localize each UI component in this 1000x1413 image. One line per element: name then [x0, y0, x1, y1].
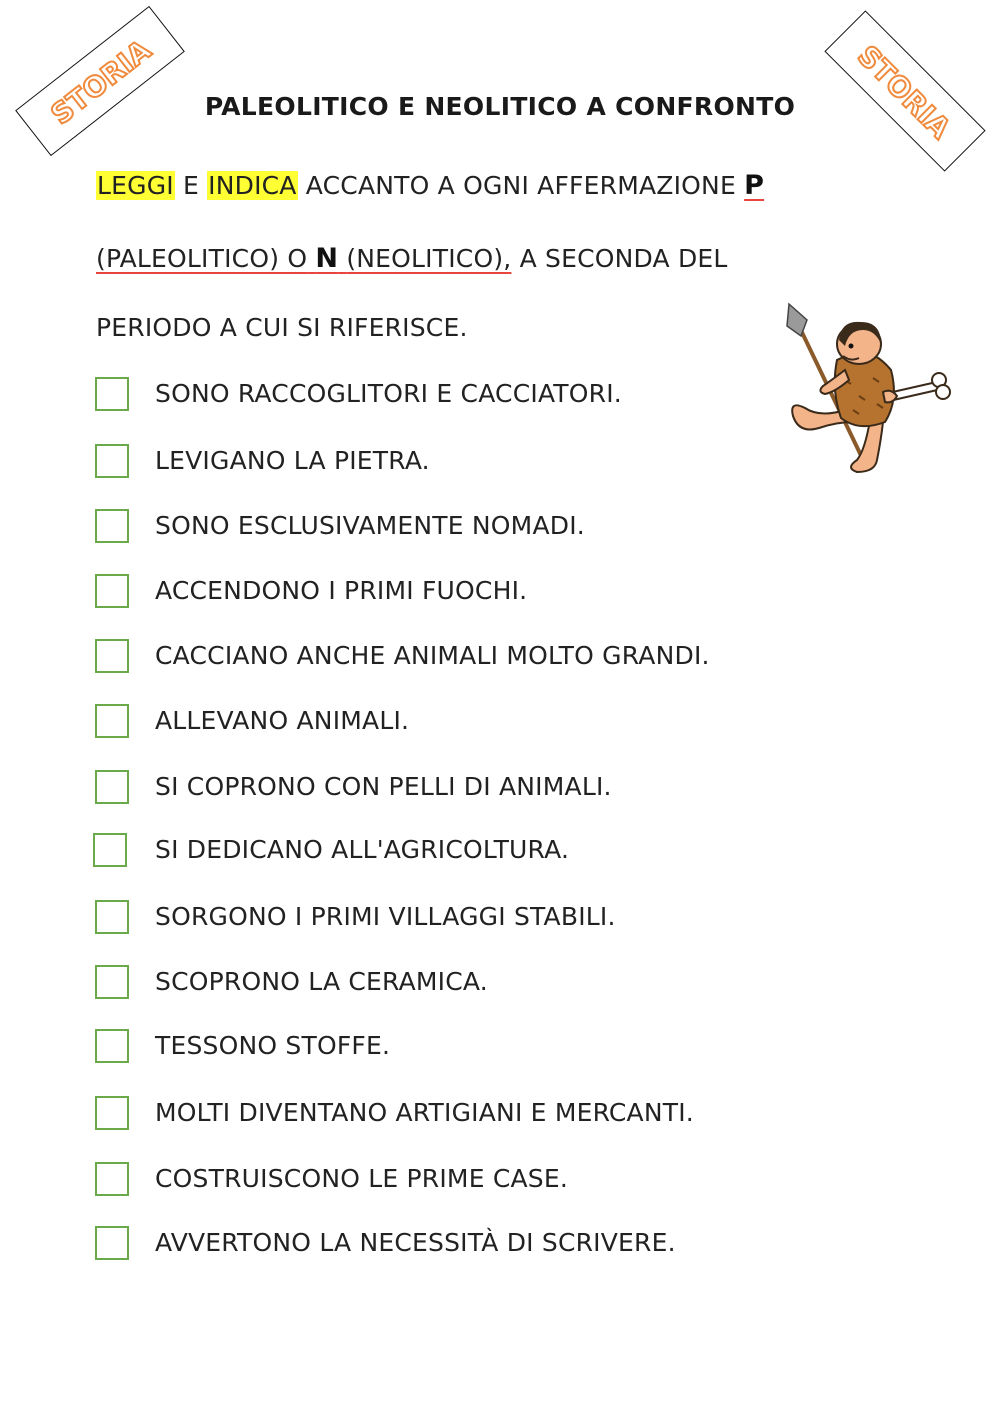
answer-checkbox[interactable] — [95, 509, 129, 543]
instruction-conj: E — [183, 171, 199, 200]
instruction-text-2: A SECONDA DEL — [519, 244, 728, 273]
list-item — [0, 1162, 1000, 1202]
answer-checkbox[interactable] — [95, 900, 129, 934]
answer-checkbox[interactable] — [95, 704, 129, 738]
answer-checkbox[interactable] — [95, 377, 129, 411]
answer-checkbox[interactable] — [95, 770, 129, 804]
list-item — [0, 1029, 1000, 1069]
paleo-label: (PALEOLITICO) O — [96, 244, 308, 273]
statement-text: SCOPRONO LA CERAMICA. — [155, 967, 488, 996]
answer-checkbox[interactable] — [95, 444, 129, 478]
list-item — [0, 965, 1000, 1005]
answer-checkbox[interactable] — [95, 1096, 129, 1130]
instruction-line-2 — [96, 243, 728, 274]
list-item — [0, 509, 1000, 549]
list-item — [0, 1226, 1000, 1266]
statement-text: CACCIANO ANCHE ANIMALI MOLTO GRANDI. — [155, 641, 710, 670]
instruction-line-1 — [96, 170, 764, 201]
statement-text: SONO RACCOGLITORI E CACCIATORI. — [155, 379, 622, 408]
statement-text: COSTRUISCONO LE PRIME CASE. — [155, 1164, 569, 1193]
answer-checkbox[interactable] — [95, 1029, 129, 1063]
list-item — [0, 900, 1000, 940]
statement-text: SONO ESCLUSIVAMENTE NOMADI. — [155, 511, 585, 540]
list-item — [0, 639, 1000, 679]
statement-text: AVVERTONO LA NECESSITÀ DI SCRIVERE. — [155, 1228, 676, 1257]
list-item — [0, 574, 1000, 614]
letter-n: N — [315, 243, 339, 274]
highlight-leggi: LEGGI — [97, 171, 174, 200]
statement-text: ALLEVANO ANIMALI. — [155, 706, 410, 735]
statement-text: MOLTI DIVENTANO ARTIGIANI E MERCANTI. — [155, 1098, 694, 1127]
stamp-label: STORIA — [851, 39, 957, 145]
stamp-label: STORIA — [44, 33, 158, 132]
statement-text: LEVIGANO LA PIETRA. — [155, 446, 430, 475]
storia-stamp-right — [824, 10, 985, 171]
answer-checkbox[interactable] — [95, 1162, 129, 1196]
instruction-text-1: ACCANTO A OGNI AFFERMAZIONE — [305, 171, 736, 200]
answer-checkbox[interactable] — [95, 1226, 129, 1260]
answer-checkbox[interactable] — [95, 965, 129, 999]
list-item — [0, 770, 1000, 810]
page-title: PALEOLITICO E NEOLITICO A CONFRONTO — [204, 92, 796, 121]
letter-p: P — [744, 170, 765, 201]
answer-checkbox[interactable] — [95, 639, 129, 673]
statement-text: SI COPRONO CON PELLI DI ANIMALI. — [155, 772, 612, 801]
list-item — [0, 704, 1000, 744]
statement-text: ACCENDONO I PRIMI FUOCHI. — [155, 576, 528, 605]
instruction-line-3: PERIODO A CUI SI RIFERISCE. — [96, 313, 468, 342]
storia-stamp-left — [15, 6, 185, 156]
list-item — [0, 377, 1000, 417]
statement-text: TESSONO STOFFE. — [155, 1031, 391, 1060]
instruction-underlined — [96, 244, 511, 273]
list-item — [0, 1096, 1000, 1136]
highlight-indica: INDICA — [208, 171, 297, 200]
neo-label: (NEOLITICO), — [346, 244, 512, 273]
list-item — [0, 444, 1000, 484]
answer-checkbox[interactable] — [93, 833, 127, 867]
statement-text: SI DEDICANO ALL'AGRICOLTURA. — [155, 835, 570, 864]
statement-text: SORGONO I PRIMI VILLAGGI STABILI. — [155, 902, 616, 931]
list-item — [0, 833, 1000, 873]
answer-checkbox[interactable] — [95, 574, 129, 608]
